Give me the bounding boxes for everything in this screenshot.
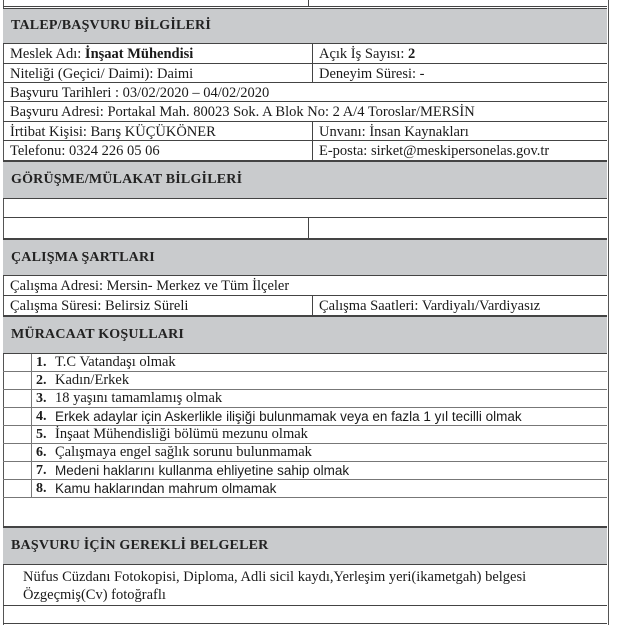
- cut-off-top-row: [3, 0, 607, 7]
- irtibat-cell: İrtibat Kişisi: Barış KÜÇÜKÖNER: [10, 124, 216, 140]
- section-header-muracaat: [3, 316, 607, 354]
- list-item: 6. Çalışmaya engel sağlık sorunu bulunmamak: [3, 444, 607, 462]
- list-item: 2. Kadın/Erkek: [3, 372, 607, 390]
- section-header-talep: [3, 8, 607, 44]
- section-title: GÖRÜŞME/MÜLAKAT BİLGİLERİ: [11, 172, 243, 187]
- muracaat-list: [3, 354, 607, 508]
- row-gorusme-empty-2: [3, 218, 607, 239]
- row-irtibat: [3, 122, 607, 141]
- deneyim-cell: Deneyim Süresi: -: [312, 64, 425, 82]
- belgeler-line-1: Nüfus Cüzdanı Fotokopisi, Diploma, Adli sicil kaydı,Yerleşim yeri(ikametgah) belgesi: [23, 569, 527, 585]
- list-item: 1. T.C Vatandaşı olmak: [3, 354, 607, 372]
- section-header-calisma: [3, 239, 607, 276]
- list-item: 4. Erkek adaylar için Askerlikle ilişiği bulunmamak veya en fazla 1 yıl tecilli olmak: [3, 408, 607, 426]
- basvuru-tarihleri-cell: Başvuru Tarihleri : 03/02/2020 – 04/02/2020: [10, 85, 270, 101]
- calisma-saatleri-cell: Çalışma Saatleri: Vardiyalı/Vardiyasız: [312, 296, 540, 315]
- acik-is-value: 2: [408, 46, 416, 62]
- calisma-adresi-cell: Çalışma Adresi: Mersin- Merkez ve Tüm İlçeler: [10, 278, 290, 294]
- telefon-cell: Telefonu: 0324 226 05 06: [10, 143, 160, 159]
- row-niteligi: [3, 64, 607, 83]
- row-muracaat-empty: [3, 508, 607, 527]
- basvuru-adresi-cell: Başvuru Adresi: Portakal Mah. 80023 Sok. A Blok No: 2 A/4 Toroslar/MERSİN: [10, 104, 475, 120]
- section-header-belgeler: [3, 527, 607, 565]
- niteligi-cell: Niteliği (Geçici/ Daimi): Daimi: [10, 66, 194, 82]
- section-title: TALEP/BAŞVURU BİLGİLERİ: [11, 18, 211, 33]
- row-basvuru-tarihleri: [3, 83, 607, 102]
- eposta-cell: E-posta: sirket@meskipersonelas.gov.tr: [312, 141, 549, 160]
- list-item: 8. Kamu haklarından mahrum olmamak: [3, 480, 607, 498]
- row-meslek: [3, 44, 607, 64]
- row-belgeler-empty: [3, 606, 607, 624]
- section-title: MÜRACAAT KOŞULLARI: [11, 327, 185, 342]
- acik-is-cell: Açık İş Sayısı: 2: [312, 44, 415, 63]
- section-title: ÇALIŞMA ŞARTLARI: [11, 249, 155, 265]
- section-title: BAŞVURU İÇİN GEREKLİ BELGELER: [11, 538, 269, 553]
- row-calisma-suresi: [3, 296, 607, 316]
- unvani-cell: Unvanı: İnsan Kaynakları: [312, 122, 469, 140]
- section-header-gorusme: [3, 161, 607, 199]
- row-belgeler-1: [3, 585, 607, 606]
- row-gorusme-empty-1: [3, 199, 607, 218]
- calisma-suresi-cell: Çalışma Süresi: Belirsiz Süreli: [10, 298, 189, 314]
- belgeler-line-2: Özgeçmiş(Cv) fotoğraflı: [23, 587, 166, 603]
- row-calisma-adresi: [3, 276, 607, 296]
- row-basvuru-adresi: [3, 102, 607, 122]
- list-item: 7. Medeni haklarını kullanma ehliyetine sahip olmak: [3, 462, 607, 480]
- meslek-cell: Meslek Adı: İnşaat Mühendisi: [10, 46, 194, 62]
- row-telefon: [3, 141, 607, 161]
- list-item: 5. İnşaat Mühendisliği bölümü mezunu olmak: [3, 426, 607, 444]
- list-item: 3. 18 yaşını tamamlamış olmak: [3, 390, 607, 408]
- meslek-value: İnşaat Mühendisi: [84, 46, 194, 62]
